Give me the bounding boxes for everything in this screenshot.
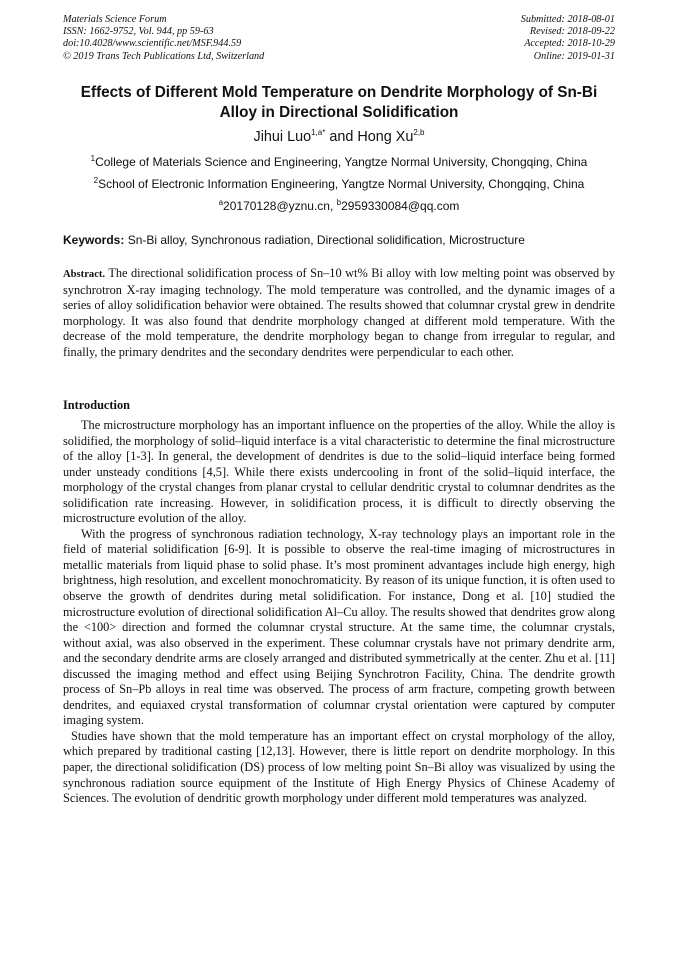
accepted-date: Accepted: 2018-10-29 [524,38,615,50]
affiliation-2-text: School of Electronic Information Engineering, Yangtze Normal University, Chongqing, China [98,177,585,191]
keywords-label: Keywords: [63,233,125,247]
publication-info [63,14,264,63]
title-line-1: Effects of Different Mold Temperature on Dendrite Morphology of Sn-Bi [80,84,598,101]
author-separator: and [325,129,358,145]
title-line-2: Alloy in Directional Solidification [219,104,459,121]
abstract-label: Abstract. [63,269,106,280]
introduction-body [63,418,615,807]
intro-paragraph-3: Studies have shown that the mold temperature has an important effect on crystal morphology of the alloy, which prepared by traditional casting [12,13]. However, there is little report on dendrite morphology. In this paper, the directional solidification (DS) process of low melting point Sn–Bi alloy was visualized by using the synchronous radiation source equipment of the Institute of High Energy Physics of Chinese Academy of Sciences. The evolution of dendritic growth morphology under different mold temperatures was analyzed. [63,728,615,806]
affiliation-2 [40,177,638,192]
email-a: 20170128@yznu.cn, [223,199,337,213]
author-emails [40,199,638,214]
email-b-mark: b [336,198,342,207]
email-a-mark: a [218,198,224,207]
intro-paragraph-1: The microstructure morphology has an important influence on the properties of the alloy. While the alloy is solidified, the morphology of solid–liquid interface is a vital characteristic to determine the final microstructure of the alloy [1-3]. In general, the development of dendrites is due to the solid–liquid interface being formed under unsteady conditions [4,5]. While there exists undercooling in front of the solid–liquid interface, the morphology of the crystal changes from planar crystal to cellular dendritic crystal to columnar dendrites as the solidification rate increasing. However, in solidification process, it is difficult to directly observing the microstructure evolution of the alloy. [63,418,615,526]
affiliation-2-mark: 2 [93,176,99,185]
section-heading-introduction: Introduction [63,398,130,412]
intro-paragraph-2: With the progress of synchronous radiation technology, X-ray technology plays an important role in the field of material solidification [6-9]. It is possible to observe the real-time imaging of microstructures in metallic materials from liquid phase to solid phase. It’s most prominent advantages include high energy, high brightness, high resolution, and excellent monochromaticity. By reason of its unique function, it is often used to observe the growth of dendrites during metal solidification. For instance, Dong et al. [10] studied the microstructure evolution of directional solidification Al–Cu alloy. The results showed that dendrites grow along the <100> direction and formed the columnar crystal structure. At the same time, the columnar crystals, without axial, was also observed in the experiment. These columnar crystals have not primary dendrite arm, and the secondary dendrite arms are closely arranged and distributed symmetrically at the center. Zhu et al. [11] discussed the imaging method and effect using Beijing Synchrotron Facility, China. The dendrite growth process of Sn–Pb alloys in real time was observed. The process of arm fracture, competing growth between dendrites, and equiaxed crystal transformation of columnar crystal orientation were captured by computer imaging system. [63,526,615,728]
author-list [40,128,638,146]
author-2: Hong Xu [357,129,414,145]
publication-dates [521,14,615,63]
online-date: Online: 2019-01-31 [533,50,615,62]
doi: doi:10.4028/www.scientific.net/MSF.944.59 [63,38,242,50]
affiliation-1-mark: 1 [90,154,96,163]
submitted-date: Submitted: 2018-08-01 [520,14,615,25]
paper-title [40,83,638,123]
keywords-text: Sn-Bi alloy, Synchronous radiation, Directional solidification, Microstructure [124,233,525,247]
affiliation-1 [40,155,638,170]
author-2-affiliation-mark: 2,b [413,128,425,138]
issn-volume: ISSN: 1662-9752, Vol. 944, pp 59-63 [63,26,214,38]
abstract [63,266,615,360]
author-1: Jihui Luo [253,129,312,145]
keywords [63,233,615,248]
revised-date: Revised: 2018-09-22 [529,26,615,38]
copyright: © 2019 Trans Tech Publications Ltd, Switzerland [63,50,265,62]
author-1-affiliation-mark: 1,a* [311,128,326,138]
abstract-text: The directional solidification process of Sn–10 wt% Bi alloy with low melting point was observed by synchrotron X-ray imaging technology. The mold temperature was controlled, and the dynamic images of a series of alloy solidification behavior were obtained. The results showed that columnar crystal grew in dendrite morphology. It was also found that dendrite morphology changed at different mold temperature. With the decrease of the mold temperature, the dendrite morphology began to change from irregular to regular, and finally, the primary dendrites and the secondary dendrites were perpendicular to each other. [63,266,615,359]
email-b: 2959330084@qq.com [341,199,460,213]
affiliation-1-text: College of Materials Science and Engineering, Yangtze Normal University, Chongqing, China [95,155,588,169]
journal-name: Materials Science Forum [63,14,167,25]
